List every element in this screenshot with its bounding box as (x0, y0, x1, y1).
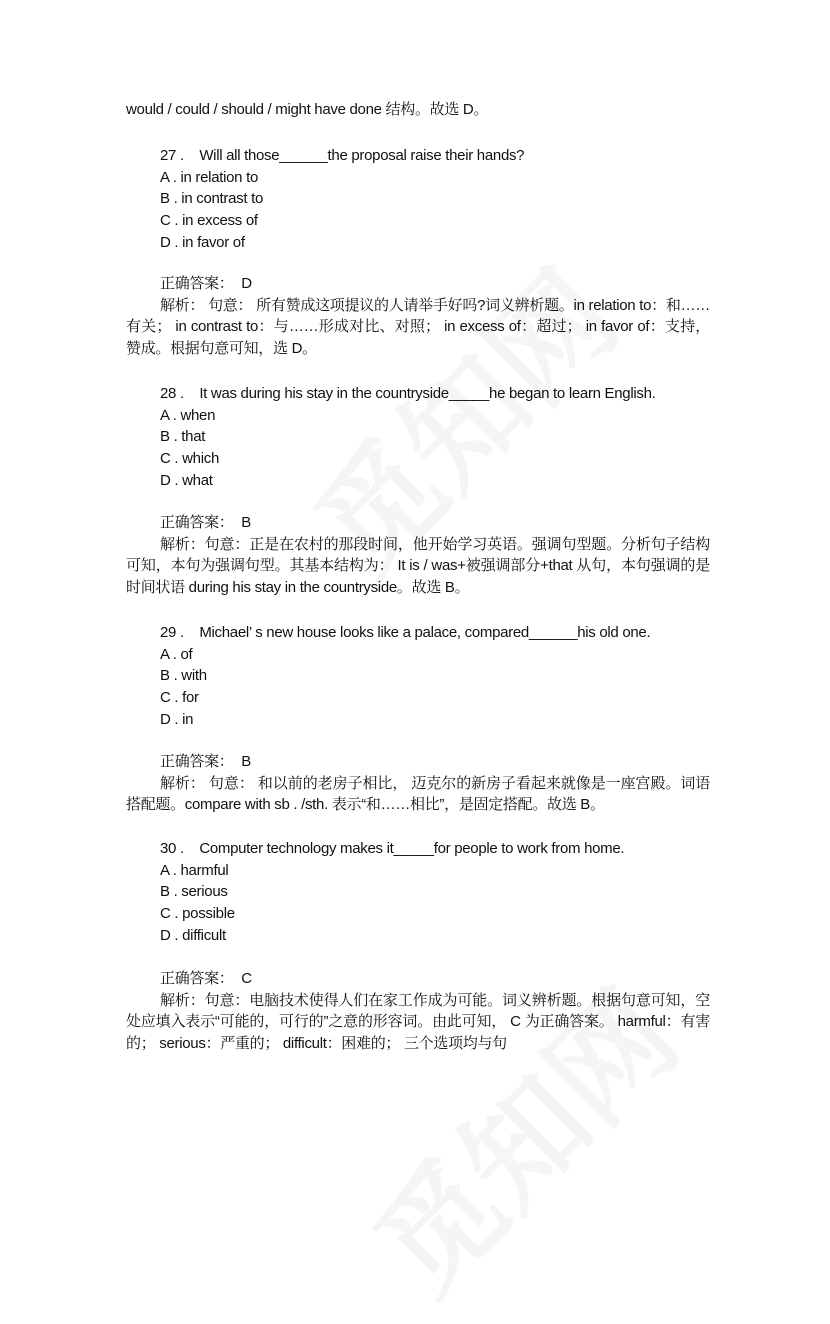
question-number: 29 . (160, 624, 184, 641)
answer-30 (126, 968, 710, 1055)
option-b: B . that (160, 428, 206, 446)
analysis: 解析： 句意： 和以前的老房子相比， 迈克尔的新房子看起来就像是一座宫殿。词语搭配题。compare with sb . /sth. 表示“和……相比”，是固定搭配。故选 B。 (126, 774, 710, 814)
option-b: B . serious (160, 883, 228, 901)
question-stem: It was during his stay in the countryside_____he began to learn English. (199, 385, 656, 402)
option-a: A . when (160, 406, 216, 424)
answer-label: 正确答案： (160, 275, 234, 292)
option-b: B . in contrast to (160, 190, 263, 208)
option-b: B . with (160, 667, 207, 685)
answer-28 (126, 512, 710, 599)
answer-value: B (241, 514, 251, 531)
option-a: A . of (160, 645, 193, 663)
answer-value: D (241, 275, 252, 292)
answer-29 (126, 751, 710, 816)
answer-label: 正确答案： (160, 970, 234, 987)
answer-value: B (241, 753, 251, 770)
option-d: D . in (160, 710, 194, 728)
answer-label: 正确答案： (160, 514, 234, 531)
analysis: 解析：句意：电脑技术使得人们在家工作成为可能。词义辨析题。根据句意可知，空处应填入表示“可能的，可行的”之意的形容词。由此可知， C 为正确答案。 harmful：有害的； serious：严重的； difficult：困难的； 三个选项均与句 (126, 991, 710, 1053)
option-d: D . in favor of (160, 233, 245, 251)
question-30 (160, 838, 720, 947)
question-29 (160, 622, 720, 731)
analysis: 解析： 句意： 所有赞成这项提议的人请举手好吗?词义辨析题。in relation to：和……有关； in contrast to：与……形成对比、对照； in excess of：超过； in favor of：支持，赞成。根据句意可知，选 D。 (126, 296, 710, 358)
question-number: 30 . (160, 840, 184, 857)
question-number: 28 . (160, 385, 184, 402)
question-27 (160, 145, 720, 254)
analysis: 解析：句意：正是在农村的那段时间，他开始学习英语。强调句型题。分析句子结构可知，本句为强调句型。其基本结构为： It is / was+被强调部分+that 从句，本句强调的是时间状语 during his stay in the countryside。故选 B。 (126, 535, 710, 597)
option-c: C . which (160, 450, 219, 468)
question-stem: Michael’ s new house looks like a palace, compared______his old one. (199, 624, 651, 641)
answer-27 (126, 273, 710, 360)
answer-value: C (241, 970, 252, 987)
option-a: A . harmful (160, 861, 229, 879)
option-c: C . in excess of (160, 212, 258, 230)
option-a: A . in relation to (160, 168, 258, 186)
option-c: C . possible (160, 905, 235, 923)
option-d: D . what (160, 471, 213, 489)
option-c: C . for (160, 689, 199, 707)
question-stem: Computer technology makes it_____for people to work from home. (199, 840, 625, 857)
answer-label: 正确答案： (160, 753, 234, 770)
question-stem: Will all those______the proposal raise their hands? (199, 147, 525, 164)
option-d: D . difficult (160, 926, 226, 944)
question-28 (160, 383, 720, 492)
intro-line: would / could / should / might have done 结构。故选 D。 (126, 101, 489, 118)
question-number: 27 . (160, 147, 184, 164)
